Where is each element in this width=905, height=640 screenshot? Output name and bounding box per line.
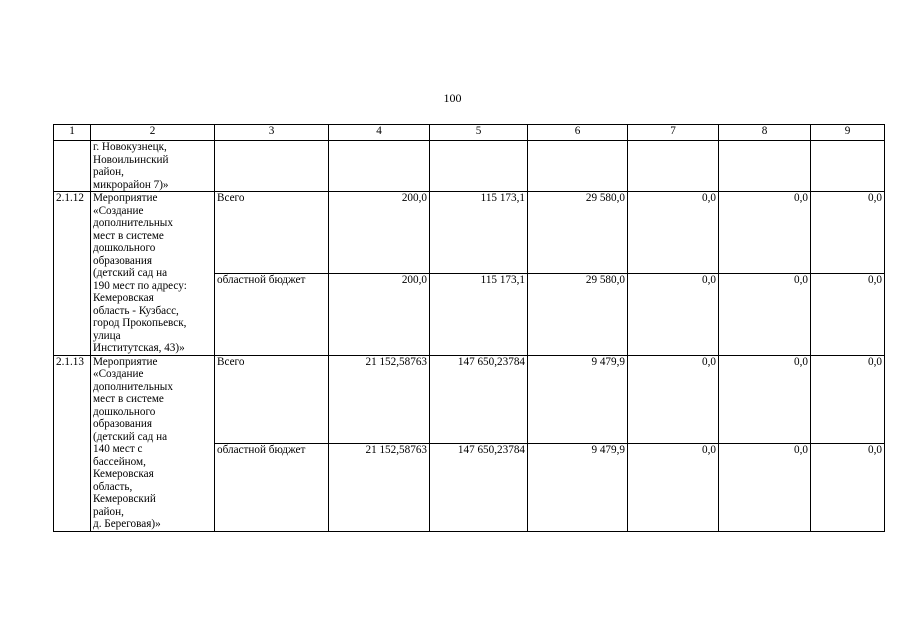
value-col-5: 147 650,23784 xyxy=(430,443,528,531)
item-code-cell xyxy=(54,141,91,192)
funding-source: Всего xyxy=(215,355,329,443)
column-header: 9 xyxy=(811,125,885,141)
value-col-4: 21 152,58763 xyxy=(329,355,430,443)
item-description: Мероприятие «Создание дополнительных мест в системе дошкольного образования (детский сад на 190 мест по адресу: Кемеровская область - Кузбасс, город Прокопьевск, улица Институтская, 43)» xyxy=(91,192,215,356)
value-col-4: 200,0 xyxy=(329,273,430,355)
table-row xyxy=(54,192,885,274)
item-code: 2.1.12 xyxy=(54,192,91,356)
value-col-7: 0,0 xyxy=(628,443,719,531)
column-header: 5 xyxy=(430,125,528,141)
value-cell xyxy=(528,141,628,192)
value-col-9: 0,0 xyxy=(811,443,885,531)
table-row xyxy=(54,355,885,443)
column-header: 8 xyxy=(719,125,811,141)
column-header: 2 xyxy=(91,125,215,141)
column-header: 6 xyxy=(528,125,628,141)
value-col-6: 29 580,0 xyxy=(528,192,628,274)
value-col-5: 115 173,1 xyxy=(430,273,528,355)
value-col-8: 0,0 xyxy=(719,273,811,355)
value-col-5: 115 173,1 xyxy=(430,192,528,274)
value-col-8: 0,0 xyxy=(719,192,811,274)
value-col-6: 9 479,9 xyxy=(528,355,628,443)
column-header: 4 xyxy=(329,125,430,141)
page-number: 100 xyxy=(443,91,462,105)
value-col-4: 200,0 xyxy=(329,192,430,274)
funding-source: Всего xyxy=(215,192,329,274)
value-col-9: 0,0 xyxy=(811,192,885,274)
value-cell xyxy=(329,141,430,192)
funding-source: областной бюджет xyxy=(215,443,329,531)
value-col-9: 0,0 xyxy=(811,355,885,443)
column-number-row xyxy=(54,125,885,141)
value-col-6: 29 580,0 xyxy=(528,273,628,355)
value-cell xyxy=(628,141,719,192)
value-cell xyxy=(811,141,885,192)
value-col-5: 147 650,23784 xyxy=(430,355,528,443)
value-col-7: 0,0 xyxy=(628,273,719,355)
value-col-9: 0,0 xyxy=(811,273,885,355)
value-cell xyxy=(719,141,811,192)
continuation-row xyxy=(54,141,885,192)
value-col-6: 9 479,9 xyxy=(528,443,628,531)
value-col-7: 0,0 xyxy=(628,355,719,443)
value-col-4: 21 152,58763 xyxy=(329,443,430,531)
value-col-7: 0,0 xyxy=(628,192,719,274)
continuation-description: г. Новокузнецк, Новоильинский район, микрорайон 7)» xyxy=(91,141,215,192)
value-col-8: 0,0 xyxy=(719,443,811,531)
value-cell xyxy=(430,141,528,192)
item-description: Мероприятие «Создание дополнительных мест в системе дошкольного образования (детский сад на 140 мест с бассейном, Кемеровская область, Кемеровский район, д. Береговая)» xyxy=(91,355,215,531)
budget-table xyxy=(53,124,885,532)
source-cell xyxy=(215,141,329,192)
value-col-8: 0,0 xyxy=(719,355,811,443)
item-code: 2.1.13 xyxy=(54,355,91,531)
funding-source: областной бюджет xyxy=(215,273,329,355)
column-header: 3 xyxy=(215,125,329,141)
column-header: 7 xyxy=(628,125,719,141)
column-header: 1 xyxy=(54,125,91,141)
